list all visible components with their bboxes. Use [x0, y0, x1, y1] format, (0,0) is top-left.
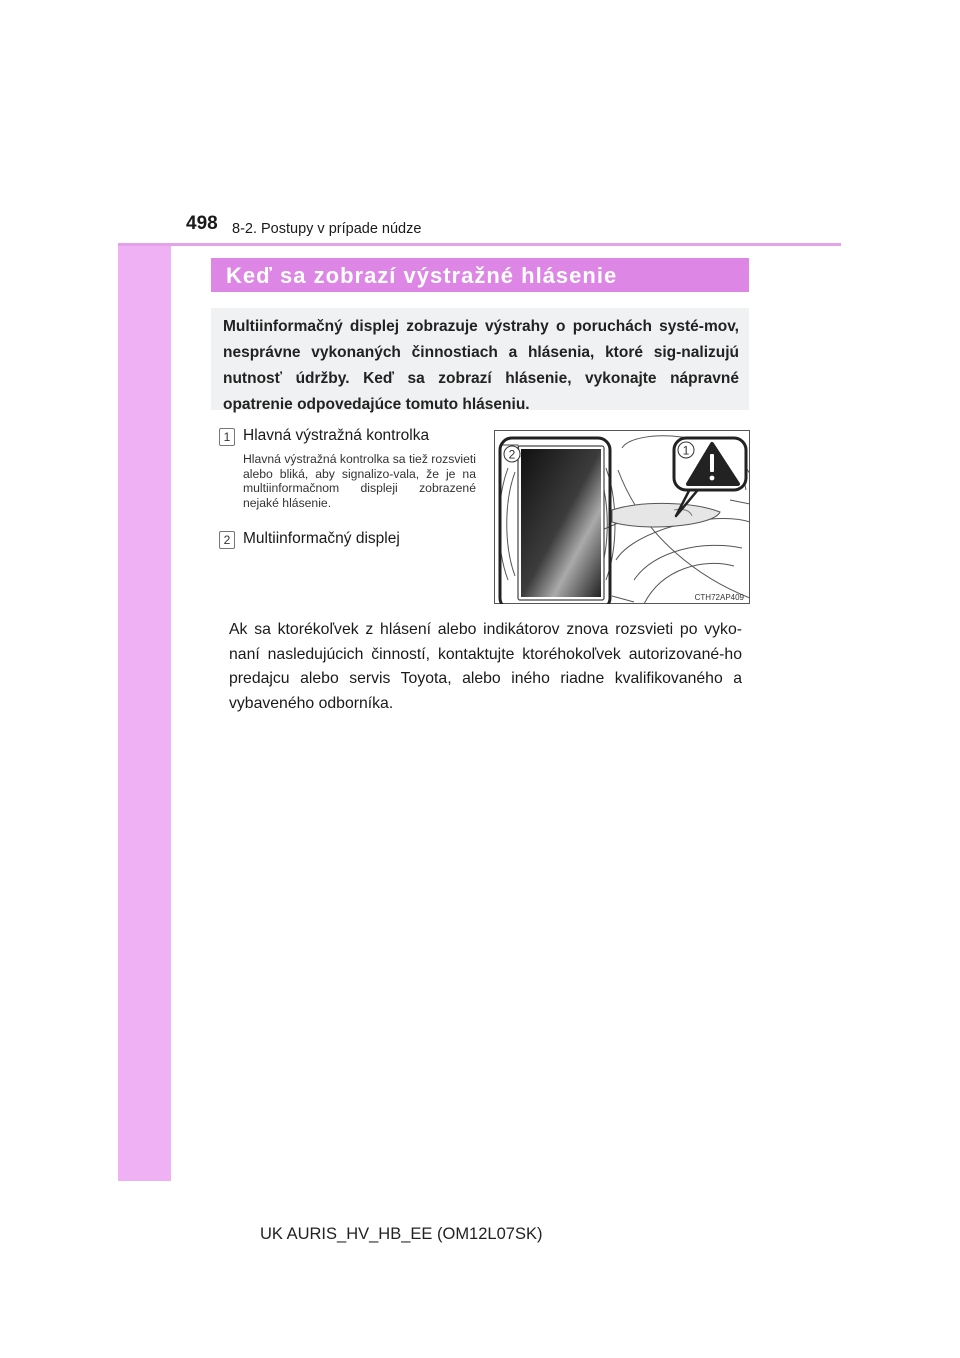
header-rule: [118, 243, 841, 246]
callout-label-2: 2: [508, 447, 516, 462]
item-number-2-icon: 2: [219, 531, 235, 549]
callout-label-1: 1: [682, 443, 690, 458]
figure-code: CTH72AP409: [694, 593, 744, 602]
item-label-1: Hlavná výstražná kontrolka: [243, 427, 430, 444]
item-description-1: Hlavná výstražná kontrolka sa tiež rozsvieti alebo bliká, aby signalizo-vala, že je na multiinformačnom displeji zobrazené nejaké hlásenie.: [243, 452, 477, 510]
footer-text: UK AURIS_HV_HB_EE (OM12L07SK): [260, 1225, 543, 1243]
dashboard-illustration: [494, 430, 750, 604]
body-paragraph: Ak sa ktorékoľvek z hlásení alebo indikátorov znova rozsvieti po vyko-naní nasledujúcich činností, kontaktujte ktoréhokoľvek autorizované-ho predajcu alebo servis Toyota, alebo iného riadne kvalifikovaného a vybaveného odborníka.: [229, 621, 742, 712]
item-label-2: Multiinformačný displej: [243, 530, 400, 547]
intro-text: Multiinformačný displej zobrazuje výstrahy o poruchách systé-mov, nesprávne vykonaných činnostiach a hlásenia, ktoré sig-nalizujú nutnosť údržby. Keď sa zobrazí hlásenie, vykonajte nápravné opatrenie odpovedajúce tomuto hláseniu.: [223, 318, 739, 413]
banner-title: Keď sa zobrazí výstražné hlásenie: [226, 263, 618, 288]
page-number: 498: [186, 213, 218, 234]
section-banner: [211, 258, 749, 292]
header-band: [118, 175, 841, 245]
item-number-1-icon: 1: [219, 428, 235, 446]
side-tab: [118, 175, 171, 1181]
display-screen: [521, 449, 601, 597]
section-title: 8-2. Postupy v prípade núdze: [232, 221, 422, 237]
intro-box: [211, 308, 749, 413]
